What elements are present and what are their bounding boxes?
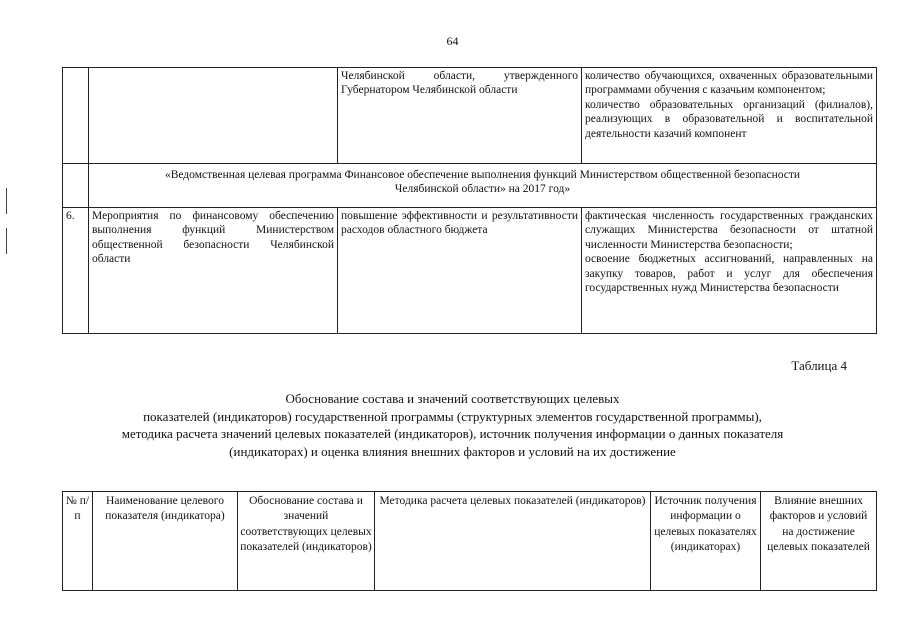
row-number-cell: 6. [63, 208, 89, 334]
indicators-table [62, 67, 877, 334]
column-header-influence: Влияние внешних факторов и условий на достижение целевых показателей [761, 492, 877, 591]
heading-line: методика расчета значений целевых показателей (индикаторов), источник получения информации о данных показателя [121, 426, 784, 441]
section-title-line: Челябинской области» на 2017 год» [394, 183, 571, 196]
section-title-cell [89, 164, 877, 208]
event-name-cell [89, 68, 338, 164]
margin-mark [6, 188, 7, 214]
row-number-cell [63, 68, 89, 164]
heading-line: (индикаторах) и оценка влияния внешних факторов и условий на их достижение [229, 443, 676, 459]
page-number: 64 [446, 34, 459, 48]
indicators-cell [582, 68, 877, 164]
column-header-name: Наименование целевого показателя (индикатора) [93, 492, 238, 591]
section-title-line: «Ведомственная целевая программа Финансовое обеспечение выполнения функций Министерством общественной безопасности [164, 169, 801, 181]
table-heading [0, 390, 905, 460]
column-header-basis: Обоснование состава и значений соответствующих целевых показателей (индикаторов) [238, 492, 375, 591]
table-4 [62, 491, 877, 591]
table-row [63, 68, 877, 164]
indicators-cell [582, 208, 877, 334]
indicator-text: освоение бюджетных ассигнований, направленных на закупку товаров, работ и услуг для обеспечения государственных нужд Министерства безопасности [585, 253, 873, 295]
table-row [63, 208, 877, 334]
row-number-cell [63, 164, 89, 208]
indicator-text: количество образовательных организаций (филиалов), реализующих в образовательной и воспитательной деятельности казачий компонент [585, 98, 873, 140]
indicator-text: фактическая численность государственных гражданских служащих Министерства безопасности от штатной численности Министерства безопасности; [585, 210, 873, 251]
header-row [63, 492, 877, 591]
column-header-method: Методика расчета целевых показателей (индикаторов) [375, 492, 651, 591]
heading-line: показателей (индикаторов) государственной программы (структурных элементов государственной программы), [143, 408, 762, 424]
event-name-cell: Мероприятия по финансовому обеспечению выполнения функций Министерством общественной безопасности Челябинской области [89, 208, 338, 334]
basis-cell: Челябинской области, утвержденного Губернатором Челябинской области [338, 68, 582, 164]
column-header-number: № п/п [63, 492, 93, 591]
column-header-source: Источник получения информации о целевых показателях (индикаторах) [651, 492, 761, 591]
margin-mark [6, 228, 7, 254]
basis-cell: повышение эффективности и результативности расходов областного бюджета [338, 208, 582, 334]
indicator-text: количество обучающихся, охваченных образовательными программами обучения с казачьим компонентом; [585, 70, 873, 97]
table-label: Таблица 4 [791, 358, 847, 373]
heading-line: Обоснование состава и значений соответствующих целевых [285, 391, 620, 406]
section-title-row [63, 164, 877, 208]
